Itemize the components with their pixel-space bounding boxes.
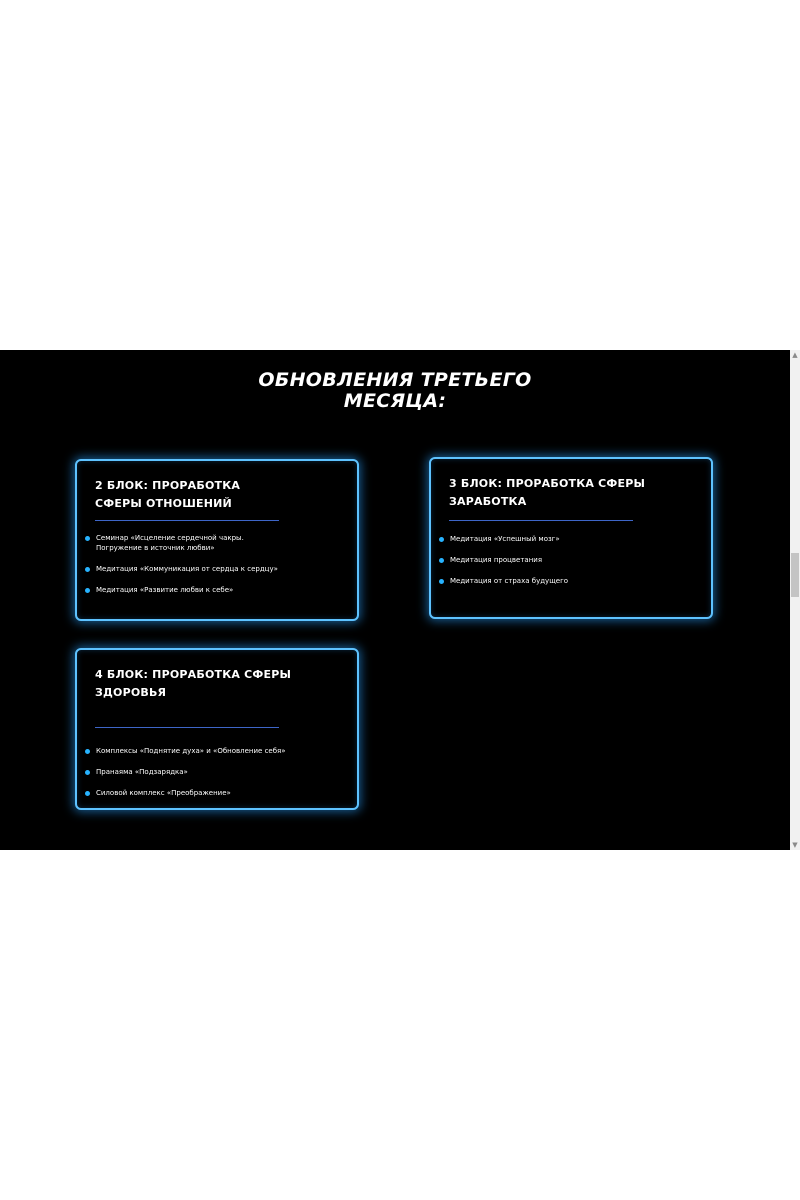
bullet-icon [85,588,90,593]
section-title [0,370,790,412]
card-item-list [85,533,345,606]
list-item [85,746,345,756]
updates-section [0,350,790,850]
card-title [95,666,315,702]
bullet-icon [439,558,444,563]
list-item-text: Медитация от страха будущего [450,577,569,585]
list-item-text: Погружение в источник любви» [96,544,215,552]
scrollbar-thumb[interactable] [791,553,799,597]
list-item [85,585,345,595]
bullet-icon [85,536,90,541]
card-divider [449,520,633,521]
card-title-line-2: ЗДОРОВЬЯ [95,686,167,699]
scroll-down-icon[interactable]: ▼ [792,841,798,849]
section-title-line-1: ОБНОВЛЕНИЯ ТРЕТЬЕГО [258,369,532,391]
card-title-line-1: 2 БЛОК: ПРОРАБОТКА [95,479,241,492]
block-card-earnings [429,457,713,619]
list-item-text: Медитация «Коммуникация от сердца к сердцу» [96,565,278,573]
bullet-icon [85,567,90,572]
section-title-line-2: МЕСЯЦА: [343,390,447,412]
embedded-frame [0,350,800,850]
card-item-list [439,534,699,597]
list-item-text: Медитация «Развитие любви к себе» [96,586,234,594]
block-card-relationships [75,459,359,621]
card-title-line-1: 4 БЛОК: ПРОРАБОТКА СФЕРЫ [95,668,292,681]
card-title-line-2: СФЕРЫ ОТНОШЕНИЙ [95,497,232,510]
card-title [95,477,315,513]
block-card-health [75,648,359,810]
bullet-icon [85,791,90,796]
card-item-list [85,746,345,809]
list-item-text: Медитация процветания [450,556,543,564]
list-item-text: Семинар «Исцеление сердечной чакры. [96,534,244,542]
scroll-up-icon[interactable]: ▲ [792,351,798,359]
list-item [85,533,345,553]
card-divider [95,727,279,728]
list-item-text: Пранаяма «Подзарядка» [96,768,188,776]
list-item [85,767,345,777]
card-title-line-1: 3 БЛОК: ПРОРАБОТКА СФЕРЫ [449,477,646,490]
bullet-icon [85,770,90,775]
vertical-scrollbar[interactable] [790,350,800,850]
bullet-icon [85,749,90,754]
card-divider [95,520,279,521]
list-item [85,564,345,574]
blank-page-area [0,0,800,350]
list-item [439,555,699,565]
list-item [85,788,345,798]
list-item [439,534,699,544]
card-title-line-2: ЗАРАБОТКА [449,495,527,508]
list-item [439,576,699,586]
card-title [449,475,669,511]
list-item-text: Силовой комплекс «Преображение» [96,789,231,797]
list-item-text: Комплексы «Поднятие духа» и «Обновление себя» [96,747,286,755]
bullet-icon [439,537,444,542]
list-item-text: Медитация «Успешный мозг» [450,535,560,543]
bullet-icon [439,579,444,584]
